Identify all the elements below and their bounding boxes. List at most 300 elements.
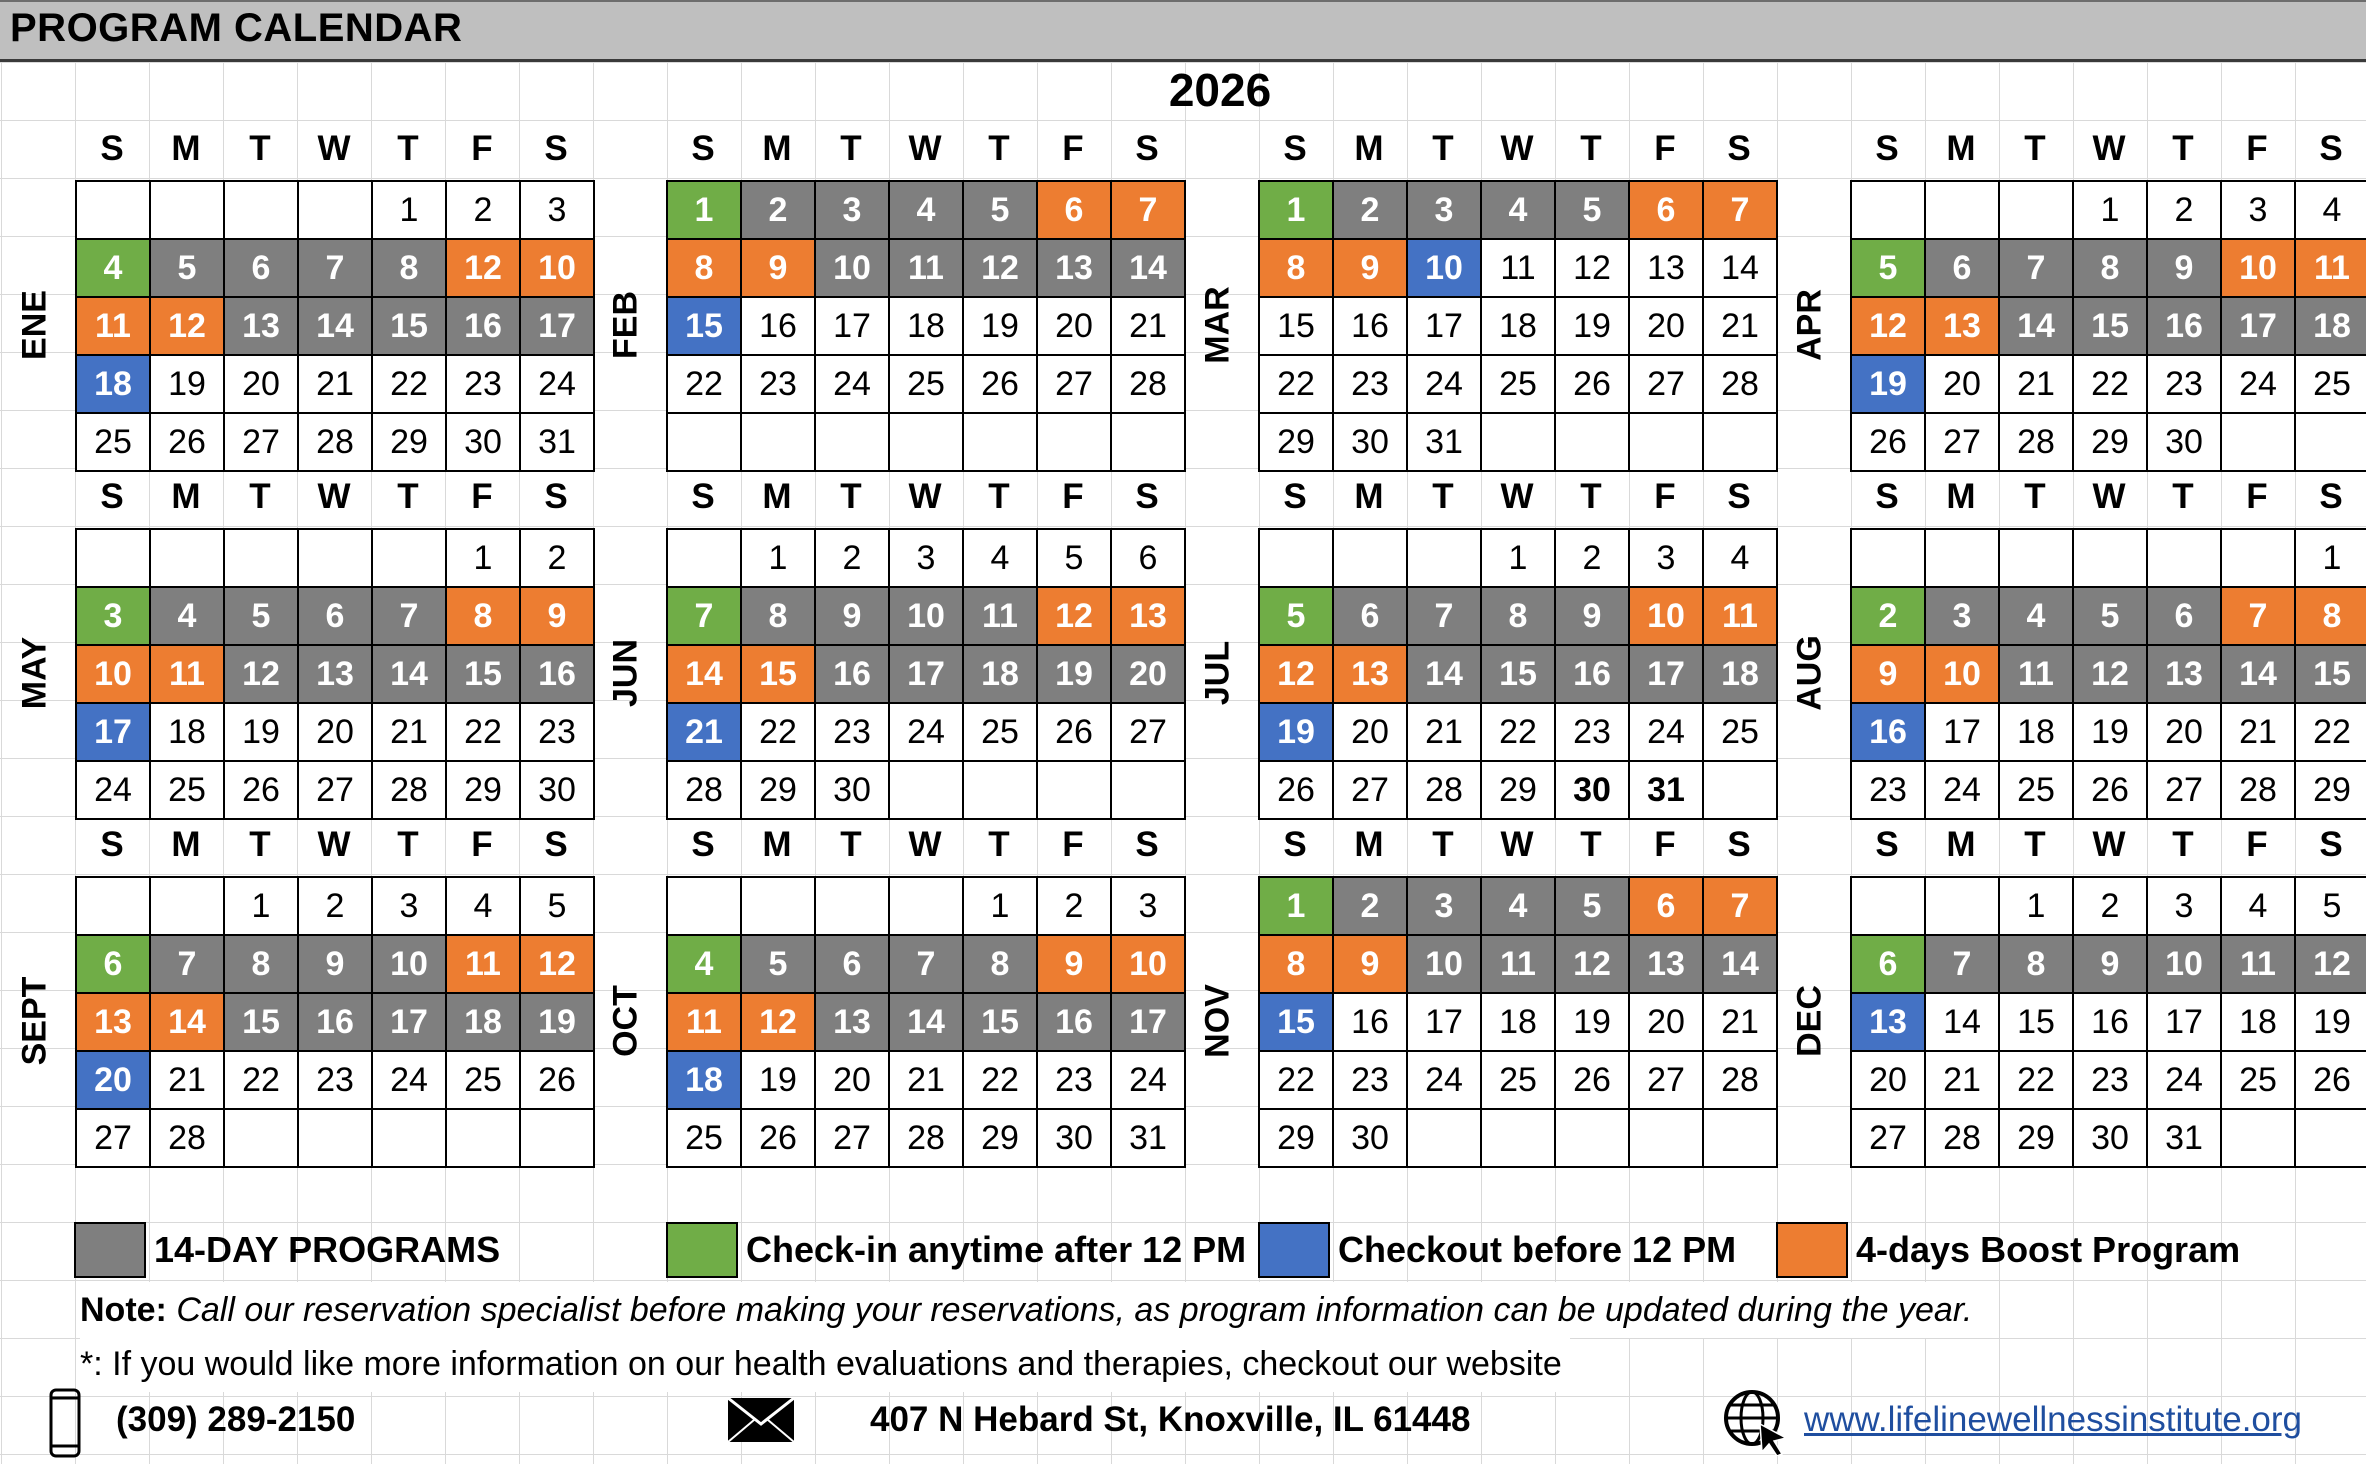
month-grid — [1850, 528, 2366, 820]
weekday-header: W — [1500, 825, 1534, 864]
day-cell: 14 — [2222, 646, 2296, 704]
day-cell: 4 — [1482, 878, 1556, 936]
phone-number[interactable]: (309) 289-2150 — [116, 1400, 356, 1439]
empty-cell — [151, 182, 225, 240]
empty-cell — [742, 878, 816, 936]
weekday-header: S — [1875, 129, 1899, 168]
weekday-header: M — [762, 825, 792, 864]
weekday-header: S — [691, 477, 715, 516]
day-cell: 16 — [447, 298, 521, 356]
empty-cell — [1038, 762, 1112, 820]
day-cell: 7 — [151, 936, 225, 994]
day-cell: 28 — [299, 414, 373, 472]
legend-label: Checkout before 12 PM — [1338, 1229, 1737, 1270]
day-cell: 11 — [1482, 936, 1556, 994]
weekday-header: W — [317, 129, 351, 168]
day-cell: 31 — [1408, 414, 1482, 472]
empty-cell — [1260, 530, 1334, 588]
website-url[interactable]: www.lifelinewellnessinstitute.org — [1804, 1400, 2302, 1439]
day-cell: 19 — [1038, 646, 1112, 704]
day-cell: 28 — [373, 762, 447, 820]
weekday-header: T — [1432, 825, 1454, 864]
day-cell: 21 — [151, 1052, 225, 1110]
empty-cell — [1704, 762, 1778, 820]
weekday-header: S — [2319, 825, 2343, 864]
empty-cell — [668, 414, 742, 472]
empty-cell — [151, 878, 225, 936]
legend-label: 14-DAY PROGRAMS — [154, 1229, 501, 1270]
empty-cell — [1852, 530, 1926, 588]
day-cell: 14 — [668, 646, 742, 704]
day-cell: 17 — [521, 298, 595, 356]
empty-cell — [77, 182, 151, 240]
day-cell: 24 — [2222, 356, 2296, 414]
weekday-header: T — [397, 477, 419, 516]
empty-cell — [1926, 182, 2000, 240]
day-cell: 13 — [1630, 936, 1704, 994]
day-cell: 3 — [1112, 878, 1186, 936]
day-cell: 5 — [964, 182, 1038, 240]
day-cell: 7 — [890, 936, 964, 994]
weekday-header: S — [1875, 825, 1899, 864]
day-cell: 11 — [447, 936, 521, 994]
weekday-header: S — [691, 129, 715, 168]
day-cell: 1 — [964, 878, 1038, 936]
day-cell: 9 — [1334, 936, 1408, 994]
weekday-header: F — [1654, 477, 1676, 516]
day-cell: 25 — [2222, 1052, 2296, 1110]
empty-cell — [1926, 530, 2000, 588]
day-cell: 3 — [816, 182, 890, 240]
day-cell: 12 — [742, 994, 816, 1052]
empty-cell — [2000, 530, 2074, 588]
empty-cell — [668, 878, 742, 936]
empty-cell — [1038, 414, 1112, 472]
day-cell: 20 — [1630, 994, 1704, 1052]
day-cell: 19 — [1556, 298, 1630, 356]
day-cell: 21 — [668, 704, 742, 762]
day-cell: 12 — [2296, 936, 2366, 994]
day-cell: 17 — [1630, 646, 1704, 704]
day-cell: 14 — [151, 994, 225, 1052]
month-grid — [1258, 528, 1778, 820]
day-cell: 19 — [1556, 994, 1630, 1052]
day-cell: 19 — [1852, 356, 1926, 414]
day-cell: 13 — [1926, 298, 2000, 356]
day-cell: 6 — [1630, 878, 1704, 936]
day-cell: 2 — [447, 182, 521, 240]
day-cell: 20 — [1038, 298, 1112, 356]
day-cell: 3 — [77, 588, 151, 646]
day-cell: 19 — [2296, 994, 2366, 1052]
weekday-header: T — [988, 129, 1010, 168]
day-cell: 29 — [964, 1110, 1038, 1168]
month-label: DEC — [1790, 985, 1829, 1057]
day-cell: 1 — [1260, 878, 1334, 936]
day-cell: 8 — [668, 240, 742, 298]
month-grid — [666, 876, 1186, 1168]
empty-cell — [373, 530, 447, 588]
month-grid — [1850, 876, 2366, 1168]
day-cell: 23 — [1038, 1052, 1112, 1110]
day-cell: 16 — [1556, 646, 1630, 704]
day-cell: 9 — [2148, 240, 2222, 298]
day-cell: 4 — [2222, 878, 2296, 936]
day-cell: 23 — [521, 704, 595, 762]
month-label: NOV — [1198, 984, 1237, 1058]
day-cell: 19 — [521, 994, 595, 1052]
empty-cell — [373, 1110, 447, 1168]
day-cell: 26 — [2074, 762, 2148, 820]
day-cell: 26 — [964, 356, 1038, 414]
day-cell: 3 — [890, 530, 964, 588]
day-cell: 10 — [816, 240, 890, 298]
weekday-header: M — [1354, 129, 1384, 168]
day-cell: 24 — [1408, 1052, 1482, 1110]
day-cell: 3 — [1630, 530, 1704, 588]
day-cell: 27 — [2148, 762, 2222, 820]
day-cell: 27 — [816, 1110, 890, 1168]
weekday-header: S — [1283, 129, 1307, 168]
month-grid — [1258, 876, 1778, 1168]
empty-cell — [1926, 878, 2000, 936]
weekday-header: T — [2024, 129, 2046, 168]
day-cell: 17 — [1112, 994, 1186, 1052]
day-cell: 22 — [2296, 704, 2366, 762]
weekday-header: T — [1432, 477, 1454, 516]
day-cell: 13 — [1038, 240, 1112, 298]
day-cell: 9 — [1852, 646, 1926, 704]
day-cell: 3 — [2148, 878, 2222, 936]
day-cell: 8 — [2296, 588, 2366, 646]
day-cell: 29 — [742, 762, 816, 820]
weekday-header: S — [1727, 825, 1751, 864]
day-cell: 1 — [2074, 182, 2148, 240]
day-cell: 1 — [2296, 530, 2366, 588]
day-cell: 12 — [1556, 936, 1630, 994]
weekday-header: T — [249, 129, 271, 168]
globe-cursor-icon — [1722, 1388, 1790, 1456]
day-cell: 23 — [1556, 704, 1630, 762]
day-cell: 28 — [1408, 762, 1482, 820]
day-cell: 16 — [299, 994, 373, 1052]
day-cell: 21 — [890, 1052, 964, 1110]
weekday-header: M — [1946, 825, 1976, 864]
month-label: MAY — [15, 636, 54, 710]
day-cell: 17 — [2222, 298, 2296, 356]
day-cell: 9 — [1334, 240, 1408, 298]
weekday-header: M — [1946, 129, 1976, 168]
day-cell: 19 — [2074, 704, 2148, 762]
day-cell: 14 — [1704, 936, 1778, 994]
day-cell: 22 — [668, 356, 742, 414]
month-grid — [75, 528, 595, 820]
day-cell: 1 — [447, 530, 521, 588]
weekday-header: S — [100, 129, 124, 168]
day-cell: 20 — [1112, 646, 1186, 704]
day-cell: 27 — [225, 414, 299, 472]
day-cell: 15 — [2074, 298, 2148, 356]
day-cell: 29 — [1482, 762, 1556, 820]
weekday-header: W — [1500, 477, 1534, 516]
day-cell: 31 — [1630, 762, 1704, 820]
day-cell: 2 — [1556, 530, 1630, 588]
empty-cell — [1408, 530, 1482, 588]
weekday-header: W — [908, 825, 942, 864]
day-cell: 12 — [1852, 298, 1926, 356]
day-cell: 26 — [521, 1052, 595, 1110]
weekday-header: T — [2172, 477, 2194, 516]
day-cell: 4 — [668, 936, 742, 994]
day-cell: 15 — [447, 646, 521, 704]
day-cell: 10 — [1112, 936, 1186, 994]
day-cell: 28 — [1704, 1052, 1778, 1110]
day-cell: 9 — [299, 936, 373, 994]
empty-cell — [1112, 762, 1186, 820]
day-cell: 25 — [2296, 356, 2366, 414]
weekday-header: W — [317, 825, 351, 864]
note-prefix: Note: — [80, 1291, 167, 1329]
day-cell: 18 — [77, 356, 151, 414]
empty-cell — [2148, 530, 2222, 588]
day-cell: 8 — [447, 588, 521, 646]
day-cell: 3 — [1408, 182, 1482, 240]
day-cell: 23 — [447, 356, 521, 414]
day-cell: 2 — [1334, 182, 1408, 240]
day-cell: 25 — [964, 704, 1038, 762]
day-cell: 16 — [2148, 298, 2222, 356]
day-cell: 13 — [1852, 994, 1926, 1052]
day-cell: 28 — [2000, 414, 2074, 472]
day-cell: 2 — [521, 530, 595, 588]
weekday-header: W — [2092, 477, 2126, 516]
month-label: JUN — [606, 638, 645, 708]
day-cell: 20 — [77, 1052, 151, 1110]
month-grid — [1850, 180, 2366, 472]
legend-swatch-gray — [74, 1222, 146, 1278]
day-cell: 4 — [1482, 182, 1556, 240]
weekday-header: T — [840, 477, 862, 516]
empty-cell — [1630, 1110, 1704, 1168]
day-cell: 20 — [1630, 298, 1704, 356]
month-label: MAR — [1198, 286, 1237, 364]
day-cell: 30 — [1334, 1110, 1408, 1168]
day-cell: 25 — [2000, 762, 2074, 820]
day-cell: 24 — [1408, 356, 1482, 414]
legend-swatch-blue — [1258, 1222, 1330, 1278]
day-cell: 5 — [521, 878, 595, 936]
empty-cell — [890, 414, 964, 472]
day-cell: 4 — [2296, 182, 2366, 240]
month-grid — [666, 528, 1186, 820]
day-cell: 19 — [742, 1052, 816, 1110]
empty-cell — [1704, 414, 1778, 472]
day-cell: 23 — [816, 704, 890, 762]
day-cell: 13 — [225, 298, 299, 356]
day-cell: 1 — [1260, 182, 1334, 240]
weekday-header: S — [100, 825, 124, 864]
title-bar — [0, 0, 2366, 62]
empty-cell — [225, 530, 299, 588]
day-cell: 28 — [890, 1110, 964, 1168]
empty-cell — [1556, 1110, 1630, 1168]
weekday-header: T — [988, 825, 1010, 864]
day-cell: 31 — [521, 414, 595, 472]
empty-cell — [1482, 414, 1556, 472]
empty-cell — [1556, 414, 1630, 472]
empty-cell — [668, 530, 742, 588]
month-grid — [1258, 180, 1778, 472]
weekday-header: T — [840, 825, 862, 864]
day-cell: 6 — [1630, 182, 1704, 240]
weekday-header: W — [908, 129, 942, 168]
day-cell: 15 — [2296, 646, 2366, 704]
envelope-icon — [726, 1396, 796, 1444]
day-cell: 29 — [2296, 762, 2366, 820]
day-cell: 24 — [373, 1052, 447, 1110]
day-cell: 23 — [742, 356, 816, 414]
day-cell: 25 — [668, 1110, 742, 1168]
day-cell: 3 — [373, 878, 447, 936]
day-cell: 27 — [1112, 704, 1186, 762]
address: 407 N Hebard St, Knoxville, IL 61448 — [870, 1400, 1471, 1439]
day-cell: 26 — [2296, 1052, 2366, 1110]
month-label: FEB — [606, 291, 645, 359]
day-cell: 1 — [742, 530, 816, 588]
weekday-header: F — [1062, 129, 1084, 168]
phone-icon — [48, 1388, 82, 1458]
empty-cell — [2296, 1110, 2366, 1168]
day-cell: 14 — [2000, 298, 2074, 356]
empty-cell — [1408, 1110, 1482, 1168]
day-cell: 10 — [890, 588, 964, 646]
empty-cell — [816, 414, 890, 472]
weekday-header: M — [762, 477, 792, 516]
weekday-header: M — [1354, 477, 1384, 516]
day-cell: 7 — [1408, 588, 1482, 646]
day-cell: 8 — [1260, 936, 1334, 994]
day-cell: 2 — [2148, 182, 2222, 240]
day-cell: 25 — [1704, 704, 1778, 762]
day-cell: 14 — [1408, 646, 1482, 704]
month-label: APR — [1790, 289, 1829, 361]
day-cell: 11 — [2000, 646, 2074, 704]
day-cell: 15 — [668, 298, 742, 356]
day-cell: 7 — [1112, 182, 1186, 240]
day-cell: 21 — [1408, 704, 1482, 762]
day-cell: 1 — [668, 182, 742, 240]
day-cell: 18 — [447, 994, 521, 1052]
day-cell: 9 — [2074, 936, 2148, 994]
day-cell: 10 — [1630, 588, 1704, 646]
day-cell: 18 — [668, 1052, 742, 1110]
weekday-header: F — [1654, 129, 1676, 168]
month-grid — [666, 180, 1186, 472]
day-cell: 11 — [668, 994, 742, 1052]
weekday-header: F — [471, 825, 493, 864]
day-cell: 7 — [668, 588, 742, 646]
day-cell: 5 — [151, 240, 225, 298]
day-cell: 13 — [816, 994, 890, 1052]
day-cell: 30 — [1556, 762, 1630, 820]
day-cell: 5 — [742, 936, 816, 994]
day-cell: 9 — [521, 588, 595, 646]
day-cell: 20 — [1852, 1052, 1926, 1110]
day-cell: 1 — [225, 878, 299, 936]
empty-cell — [225, 182, 299, 240]
day-cell: 6 — [1112, 530, 1186, 588]
day-cell: 26 — [1852, 414, 1926, 472]
weekday-header: W — [1500, 129, 1534, 168]
weekday-header: F — [2246, 129, 2268, 168]
weekday-header: M — [1946, 477, 1976, 516]
day-cell: 15 — [1482, 646, 1556, 704]
day-cell: 26 — [225, 762, 299, 820]
day-cell: 17 — [77, 704, 151, 762]
day-cell: 2 — [1852, 588, 1926, 646]
day-cell: 5 — [1556, 182, 1630, 240]
day-cell: 16 — [1334, 298, 1408, 356]
day-cell: 30 — [447, 414, 521, 472]
empty-cell — [1112, 414, 1186, 472]
day-cell: 28 — [668, 762, 742, 820]
day-cell: 12 — [964, 240, 1038, 298]
day-cell: 24 — [816, 356, 890, 414]
weekday-header: M — [1354, 825, 1384, 864]
day-cell: 14 — [373, 646, 447, 704]
day-cell: 24 — [521, 356, 595, 414]
day-cell: 22 — [373, 356, 447, 414]
day-cell: 4 — [1704, 530, 1778, 588]
day-cell: 17 — [1408, 994, 1482, 1052]
weekday-header: W — [2092, 129, 2126, 168]
day-cell: 22 — [964, 1052, 1038, 1110]
day-cell: 30 — [816, 762, 890, 820]
day-cell: 17 — [1926, 704, 2000, 762]
day-cell: 11 — [890, 240, 964, 298]
weekday-header: S — [1283, 477, 1307, 516]
day-cell: 11 — [1482, 240, 1556, 298]
day-cell: 6 — [1038, 182, 1112, 240]
day-cell: 31 — [1112, 1110, 1186, 1168]
day-cell: 27 — [1038, 356, 1112, 414]
empty-cell — [2222, 530, 2296, 588]
day-cell: 10 — [1926, 646, 2000, 704]
day-cell: 6 — [816, 936, 890, 994]
weekday-header: T — [249, 825, 271, 864]
day-cell: 21 — [1926, 1052, 2000, 1110]
day-cell: 14 — [890, 994, 964, 1052]
month-label: AUG — [1790, 635, 1829, 711]
website-link[interactable] — [1804, 1390, 2302, 1450]
day-cell: 30 — [2074, 1110, 2148, 1168]
day-cell: 15 — [964, 994, 1038, 1052]
day-cell: 13 — [1630, 240, 1704, 298]
day-cell: 1 — [2000, 878, 2074, 936]
weekday-header: T — [2172, 825, 2194, 864]
day-cell: 7 — [373, 588, 447, 646]
month-grid — [75, 876, 595, 1168]
day-cell: 19 — [1260, 704, 1334, 762]
day-cell: 13 — [299, 646, 373, 704]
empty-cell — [2222, 1110, 2296, 1168]
weekday-header: T — [397, 129, 419, 168]
legend-swatch-orange — [1776, 1222, 1848, 1278]
day-cell: 13 — [2148, 646, 2222, 704]
weekday-header: T — [2024, 825, 2046, 864]
weekday-header: M — [171, 129, 201, 168]
day-cell: 29 — [2074, 414, 2148, 472]
